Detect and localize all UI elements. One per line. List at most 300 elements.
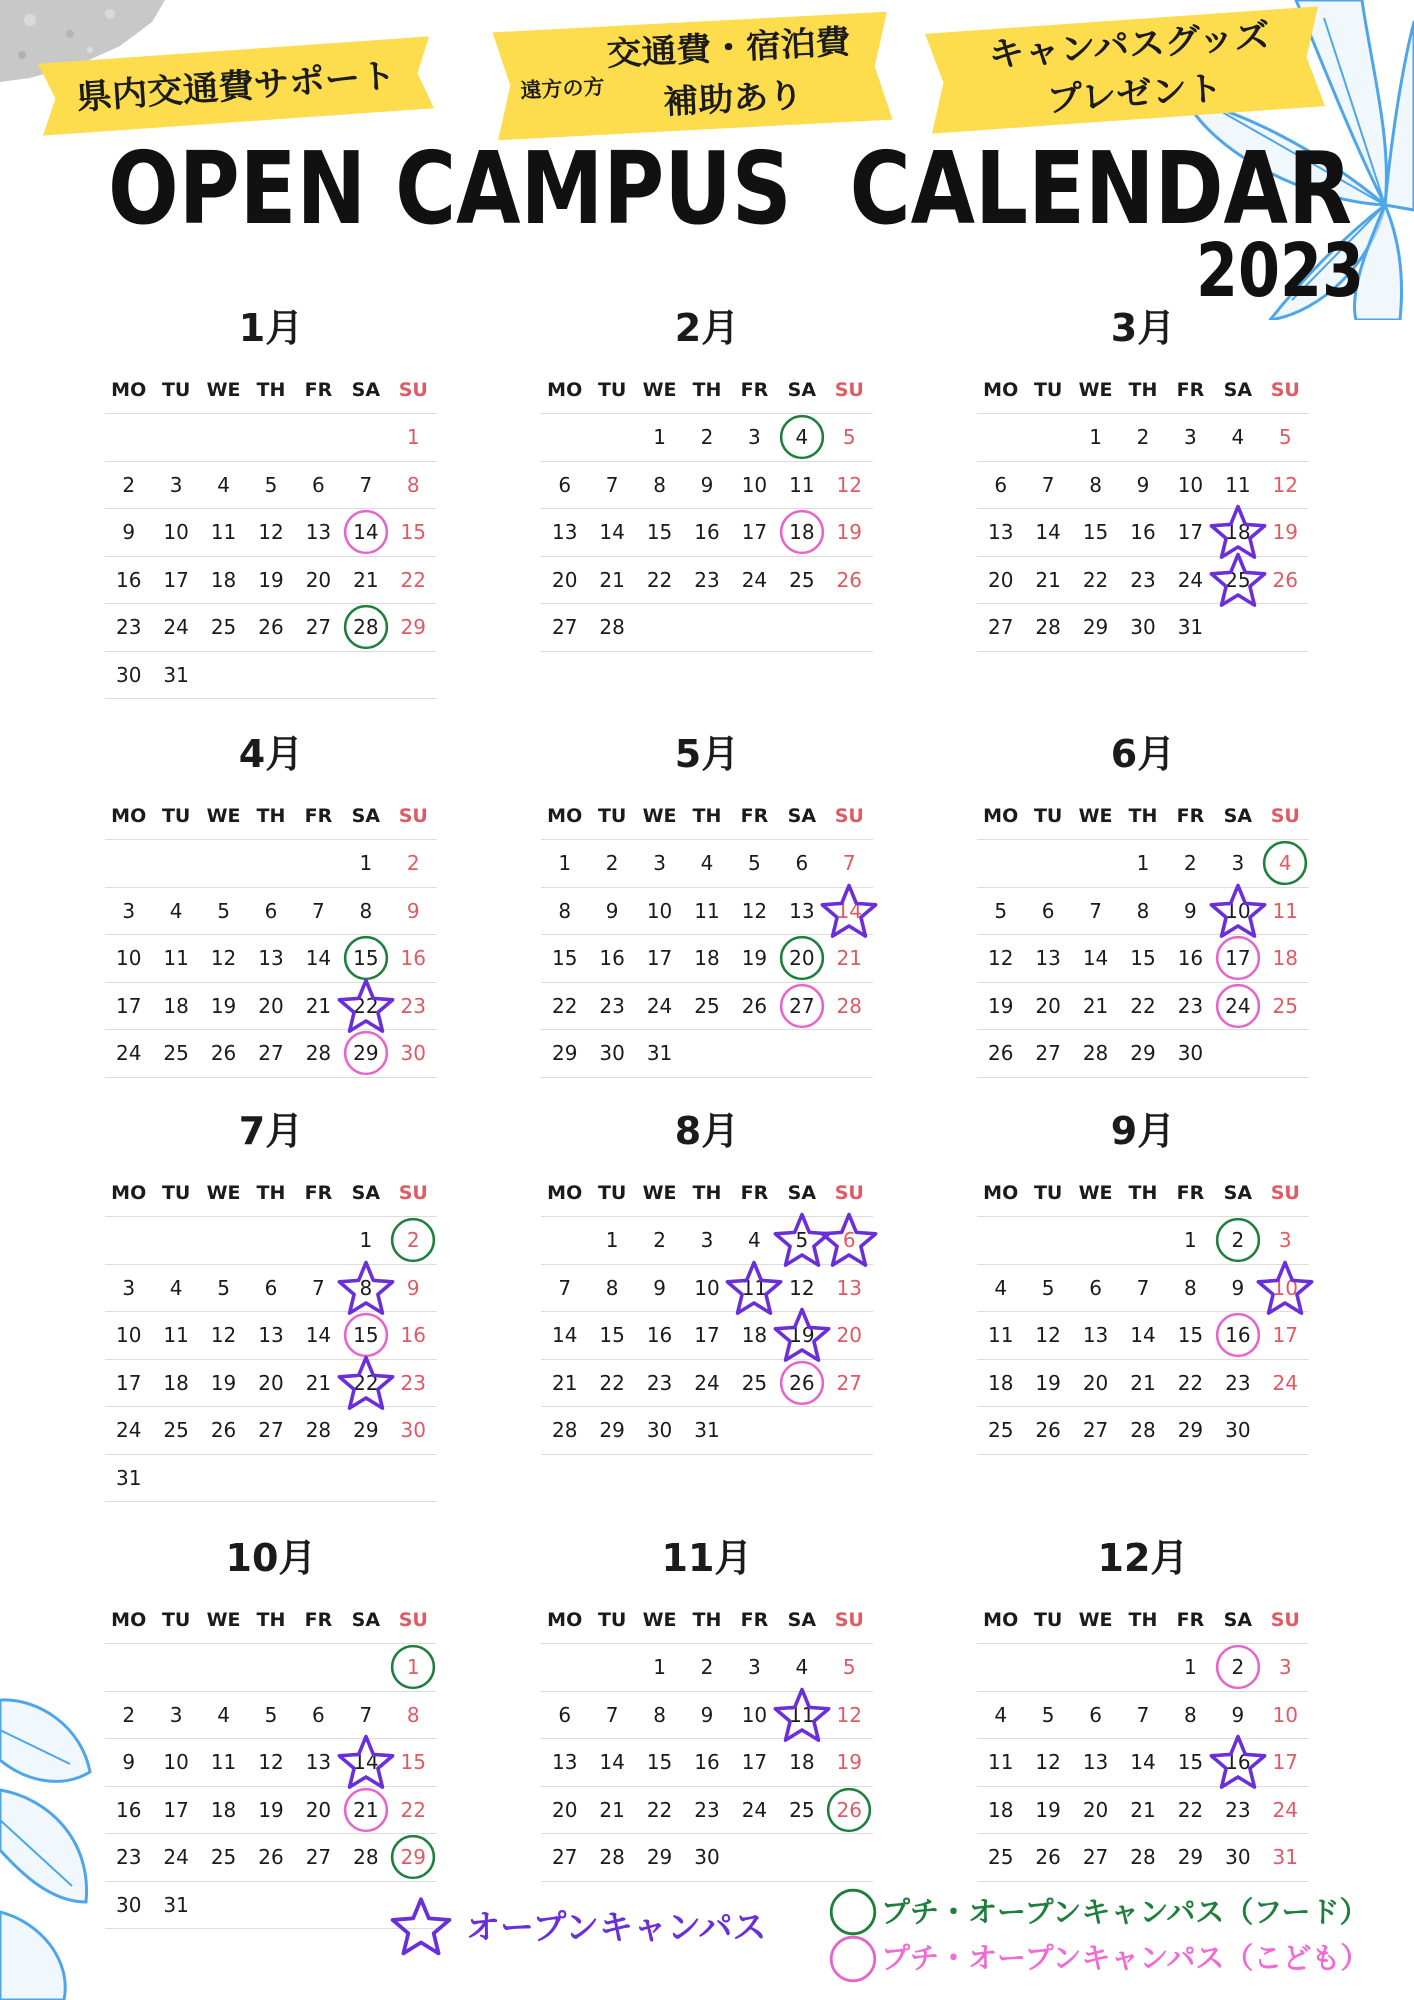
day-cell: [778, 1265, 825, 1312]
day-number: 9: [1231, 1275, 1245, 1300]
day-cell: [1262, 414, 1309, 461]
day-cell: [1024, 462, 1071, 509]
day-cell: [295, 1739, 342, 1786]
day-cell: [683, 1739, 730, 1786]
day-number: 7: [312, 1275, 325, 1300]
day-number: 3: [122, 898, 136, 923]
empty-day-cell: [200, 1455, 247, 1502]
day-cell: [1262, 1312, 1309, 1359]
weekday-label: TU: [161, 379, 191, 401]
day-number: 11: [789, 472, 815, 497]
day-cell: [1262, 840, 1309, 887]
weekday-label: SU: [398, 805, 428, 827]
weekday-label: WE: [642, 379, 677, 401]
day-cell: [200, 509, 247, 556]
day-cell: [390, 888, 437, 935]
day-number: 15: [1082, 520, 1109, 544]
week-row: [105, 1312, 437, 1360]
weekday-label: FR: [1176, 805, 1205, 827]
day-number: 24: [646, 993, 673, 1018]
day-cell: [636, 888, 683, 935]
weekday-label: MO: [547, 1609, 583, 1631]
day-cell: [247, 1739, 294, 1786]
month-title: 1月: [238, 306, 304, 350]
weekday-header: [977, 1171, 1309, 1217]
day-number: 12: [836, 472, 862, 497]
empty-day-cell: [247, 1217, 294, 1264]
day-cell: [1167, 509, 1214, 556]
day-cell: [588, 1834, 635, 1881]
day-number: 13: [987, 520, 1014, 544]
weekday-label: WE: [642, 805, 677, 827]
day-cell: [1262, 1265, 1309, 1312]
day-number: 20: [1082, 1797, 1109, 1822]
day-cell: [588, 840, 635, 887]
weekday-header: [977, 1598, 1309, 1644]
day-cell: [1167, 462, 1214, 509]
day-cell: [636, 1360, 683, 1407]
weekday-label: TH: [692, 1182, 722, 1204]
day-number: 26: [1035, 1418, 1061, 1442]
day-cell: [541, 1739, 588, 1786]
day-number: 8: [653, 1702, 666, 1727]
day-cell: [1072, 1739, 1119, 1786]
day-cell: [200, 1312, 247, 1359]
week-row: [105, 1265, 437, 1313]
day-number: 26: [258, 1845, 284, 1869]
day-cell: [152, 1312, 199, 1359]
day-cell: [247, 1312, 294, 1359]
day-cell: [247, 1787, 294, 1834]
empty-day-cell: [683, 604, 730, 651]
day-number: 28: [353, 615, 379, 639]
weekday-label: TU: [1033, 1182, 1063, 1204]
day-number: 7: [605, 1702, 619, 1727]
day-cell: [1167, 557, 1214, 604]
banner-goods-line1: キャンパスグッズ: [987, 16, 1258, 76]
day-number: 29: [1130, 1041, 1156, 1065]
day-cell: [152, 1360, 199, 1407]
day-number: 23: [694, 567, 720, 592]
day-number: 26: [1272, 567, 1298, 592]
week-row: [977, 1265, 1309, 1313]
day-number: 25: [789, 1797, 815, 1822]
day-number: 17: [694, 1323, 720, 1347]
weekday-label: SA: [351, 1182, 381, 1204]
day-number: 25: [789, 567, 815, 592]
weekday-label: SU: [398, 379, 428, 401]
day-number: 22: [400, 1797, 426, 1822]
day-number: 28: [551, 1418, 578, 1442]
day-cell: [1024, 557, 1071, 604]
day-number: 21: [353, 567, 379, 592]
day-number: 13: [1082, 1750, 1109, 1774]
day-number: 30: [1177, 1041, 1204, 1065]
month-block-11: [541, 1528, 873, 1882]
day-cell: [1214, 1312, 1261, 1359]
day-cell: [826, 1644, 873, 1691]
day-cell: [295, 509, 342, 556]
weekday-label: SA: [787, 805, 817, 827]
day-cell: [731, 509, 778, 556]
day-cell: [1072, 1312, 1119, 1359]
day-cell: [826, 1787, 873, 1834]
day-cell: [541, 1312, 588, 1359]
day-number: 25: [694, 993, 720, 1018]
day-number: 31: [646, 1041, 673, 1065]
day-cell: [390, 1360, 437, 1407]
day-number: 25: [210, 1845, 237, 1869]
day-number: 28: [305, 1418, 332, 1442]
day-cell: [1262, 1644, 1309, 1691]
weekday-label: TH: [692, 805, 722, 827]
day-number: 12: [1035, 1750, 1061, 1774]
weekday-label: SU: [834, 805, 864, 827]
day-cell: [105, 652, 152, 699]
day-cell: [826, 1265, 873, 1312]
day-cell: [588, 1312, 635, 1359]
day-number: 26: [789, 1370, 815, 1395]
day-number: 27: [258, 1041, 284, 1065]
day-number: 5: [264, 472, 278, 497]
day-cell: [1262, 557, 1309, 604]
day-number: 27: [551, 615, 578, 639]
day-cell: [152, 983, 199, 1030]
day-number: 12: [1035, 1323, 1061, 1347]
weekday-label: SU: [398, 1609, 428, 1631]
day-number: 8: [558, 898, 572, 923]
banner-goods-present: [925, 6, 1325, 133]
day-number: 16: [599, 946, 625, 970]
day-number: 12: [987, 946, 1014, 970]
day-cell: [826, 983, 873, 1030]
day-number: 18: [789, 1750, 815, 1774]
day-cell: [390, 414, 437, 461]
day-number: 28: [599, 615, 625, 639]
day-number: 3: [748, 1655, 761, 1679]
day-number: 19: [258, 1797, 284, 1822]
day-cell: [1214, 983, 1261, 1030]
day-cell: [1214, 1692, 1261, 1739]
day-number: 17: [1272, 1323, 1298, 1347]
day-cell: [105, 983, 152, 1030]
day-number: 11: [210, 520, 237, 544]
day-number: 10: [115, 946, 142, 970]
day-cell: [1262, 888, 1309, 935]
day-number: 21: [305, 1370, 332, 1395]
day-cell: [152, 509, 199, 556]
week-row: [977, 1407, 1309, 1455]
empty-day-cell: [295, 1217, 342, 1264]
day-number: 7: [558, 1275, 572, 1300]
day-cell: [1214, 1407, 1261, 1454]
day-cell: [731, 462, 778, 509]
day-number: 10: [1272, 1702, 1298, 1727]
day-number: 7: [1041, 472, 1055, 497]
day-cell: [588, 935, 635, 982]
week-row: [105, 1030, 437, 1078]
day-number: 31: [694, 1418, 720, 1442]
day-number: 10: [163, 1750, 189, 1774]
day-cell: [1072, 888, 1119, 935]
empty-day-cell: [636, 604, 683, 651]
empty-day-cell: [1214, 604, 1261, 651]
week-row: [105, 652, 437, 700]
day-number: 24: [1272, 1370, 1298, 1395]
day-number: 22: [1082, 567, 1109, 592]
day-cell: [731, 1739, 778, 1786]
day-number: 13: [1082, 1323, 1109, 1347]
empty-day-cell: [778, 1030, 825, 1077]
empty-day-cell: [731, 604, 778, 651]
day-number: 10: [1225, 898, 1251, 923]
day-number: 21: [551, 1370, 578, 1395]
week-row: [977, 557, 1309, 605]
day-number: 8: [1184, 1275, 1197, 1300]
day-number: 27: [551, 1845, 578, 1869]
day-cell: [826, 509, 873, 556]
day-cell: [105, 604, 152, 651]
day-number: 26: [741, 993, 768, 1018]
month-title: 8月: [674, 1109, 740, 1153]
day-cell: [683, 1265, 730, 1312]
empty-day-cell: [247, 1882, 294, 1929]
day-number: 4: [795, 1655, 809, 1679]
day-number: 15: [353, 1323, 379, 1347]
empty-day-cell: [247, 840, 294, 887]
day-number: 3: [1184, 425, 1197, 449]
day-cell: [731, 935, 778, 982]
weekday-label: SA: [1223, 805, 1253, 827]
day-cell: [1072, 935, 1119, 982]
day-number: 31: [115, 1465, 142, 1490]
day-cell: [105, 1312, 152, 1359]
day-cell: [826, 1312, 873, 1359]
weekday-header: [541, 1171, 873, 1217]
day-cell: [778, 1217, 825, 1264]
weekday-label: FR: [304, 1182, 333, 1204]
day-cell: [342, 462, 389, 509]
day-number: 20: [551, 1797, 578, 1822]
empty-day-cell: [295, 840, 342, 887]
day-cell: [778, 1312, 825, 1359]
day-cell: [342, 1834, 389, 1881]
day-number: 28: [353, 1845, 379, 1869]
week-row: [977, 840, 1309, 888]
day-number: 29: [551, 1041, 578, 1065]
week-row: [105, 509, 437, 557]
weekday-label: TU: [161, 1609, 191, 1631]
day-cell: [105, 1692, 152, 1739]
day-cell: [247, 935, 294, 982]
day-number: 27: [305, 1845, 332, 1869]
empty-day-cell: [200, 652, 247, 699]
day-cell: [1214, 1787, 1261, 1834]
week-row: [977, 1834, 1309, 1882]
day-cell: [541, 935, 588, 982]
day-cell: [826, 1739, 873, 1786]
day-number: 14: [1130, 1323, 1156, 1347]
weekday-label: TU: [161, 805, 191, 827]
day-cell: [778, 414, 825, 461]
weekday-label: WE: [1078, 805, 1113, 827]
day-cell: [390, 1030, 437, 1077]
day-cell: [636, 935, 683, 982]
month-block-8: [541, 1101, 873, 1455]
day-cell: [295, 1265, 342, 1312]
day-number: 30: [694, 1845, 720, 1869]
day-number: 18: [789, 520, 815, 544]
day-number: 31: [1272, 1845, 1298, 1869]
day-cell: [390, 1312, 437, 1359]
day-number: 1: [359, 1228, 373, 1252]
day-number: 5: [842, 1655, 856, 1679]
day-number: 7: [359, 1702, 373, 1727]
week-row: [105, 1882, 437, 1930]
legend-label-petit-kids: プチ・オープンキャンパス（こども）: [881, 1941, 1370, 1975]
day-cell: [200, 1265, 247, 1312]
day-number: 18: [694, 946, 720, 970]
day-cell: [105, 509, 152, 556]
empty-day-cell: [1262, 1030, 1309, 1077]
month-block-3: [977, 298, 1309, 652]
day-number: 15: [599, 1323, 625, 1347]
day-cell: [200, 1739, 247, 1786]
day-cell: [541, 509, 588, 556]
day-number: 21: [1130, 1797, 1156, 1822]
weekday-label: TH: [256, 1609, 286, 1631]
weekday-label: WE: [206, 379, 241, 401]
day-number: 26: [987, 1041, 1014, 1065]
day-number: 19: [836, 520, 862, 544]
day-cell: [295, 1787, 342, 1834]
day-cell: [1119, 1834, 1166, 1881]
star-icon: [389, 1896, 453, 1957]
day-cell: [247, 557, 294, 604]
weekday-label: TH: [1128, 1609, 1158, 1631]
empty-day-cell: [390, 652, 437, 699]
weekday-label: TU: [161, 1182, 191, 1204]
day-cell: [342, 1787, 389, 1834]
day-number: 6: [1089, 1275, 1102, 1300]
day-cell: [342, 1265, 389, 1312]
week-row: [977, 1787, 1309, 1835]
day-number: 21: [599, 567, 625, 592]
empty-day-cell: [1119, 1217, 1166, 1264]
day-number: 7: [1089, 898, 1102, 923]
day-number: 11: [163, 1323, 189, 1347]
day-number: 19: [741, 946, 768, 970]
day-cell: [152, 557, 199, 604]
day-number: 23: [1225, 1797, 1251, 1822]
day-cell: [541, 1787, 588, 1834]
day-cell: [636, 1787, 683, 1834]
day-number: 1: [1184, 1228, 1197, 1252]
day-number: 22: [551, 993, 578, 1018]
weekday-header: [105, 1598, 437, 1644]
banner-distant-line1: 交通費・宿泊費: [605, 22, 839, 74]
day-number: 11: [987, 1323, 1014, 1347]
day-number: 18: [1272, 946, 1298, 970]
weekday-label: TH: [256, 1182, 286, 1204]
day-number: 11: [1225, 472, 1251, 497]
weekday-header: [541, 794, 873, 840]
day-cell: [247, 1834, 294, 1881]
empty-day-cell: [1024, 414, 1071, 461]
empty-day-cell: [826, 1030, 873, 1077]
day-cell: [1167, 983, 1214, 1030]
day-cell: [105, 462, 152, 509]
weekday-label: FR: [740, 1609, 769, 1631]
weekday-label: FR: [740, 1182, 769, 1204]
day-cell: [247, 462, 294, 509]
day-number: 7: [1136, 1275, 1150, 1300]
day-cell: [588, 888, 635, 935]
day-cell: [977, 1692, 1024, 1739]
empty-day-cell: [588, 414, 635, 461]
weekday-label: MO: [111, 1182, 147, 1204]
day-cell: [1262, 462, 1309, 509]
day-number: 16: [1130, 520, 1156, 544]
day-number: 20: [305, 567, 332, 592]
day-cell: [342, 1360, 389, 1407]
weekday-label: SA: [351, 1609, 381, 1631]
day-number: 25: [1272, 993, 1298, 1018]
day-cell: [683, 509, 730, 556]
week-row: [977, 509, 1309, 557]
day-number: 12: [210, 1323, 237, 1347]
day-cell: [390, 840, 437, 887]
day-number: 25: [163, 1418, 189, 1442]
day-cell: [588, 604, 635, 651]
empty-day-cell: [731, 1030, 778, 1077]
weekday-label: SA: [787, 379, 817, 401]
day-number: 7: [359, 472, 373, 497]
day-number: 16: [400, 1323, 426, 1347]
day-cell: [1262, 983, 1309, 1030]
day-number: 16: [1177, 946, 1204, 970]
day-number: 31: [163, 1892, 189, 1917]
day-cell: [200, 462, 247, 509]
day-cell: [977, 509, 1024, 556]
day-number: 24: [741, 1797, 768, 1822]
month-title: 9月: [1110, 1109, 1176, 1153]
day-cell: [588, 1692, 635, 1739]
day-cell: [1072, 983, 1119, 1030]
day-cell: [683, 1644, 730, 1691]
weekday-label: TU: [597, 805, 627, 827]
day-cell: [977, 1834, 1024, 1881]
day-cell: [1214, 557, 1261, 604]
day-number: 30: [1130, 615, 1156, 639]
day-cell: [683, 1360, 730, 1407]
day-number: 17: [1272, 1750, 1298, 1774]
empty-day-cell: [105, 1217, 152, 1264]
day-number: 20: [258, 993, 284, 1018]
day-number: 9: [700, 472, 714, 497]
day-number: 27: [1082, 1418, 1109, 1442]
day-number: 15: [551, 946, 578, 970]
month-title: 6月: [1110, 732, 1176, 776]
day-cell: [977, 1312, 1024, 1359]
day-cell: [1214, 1834, 1261, 1881]
day-cell: [1167, 1360, 1214, 1407]
day-number: 2: [1231, 1655, 1245, 1679]
day-number: 22: [599, 1370, 625, 1395]
weekday-label: MO: [547, 1182, 583, 1204]
day-number: 15: [400, 520, 426, 544]
day-cell: [200, 604, 247, 651]
